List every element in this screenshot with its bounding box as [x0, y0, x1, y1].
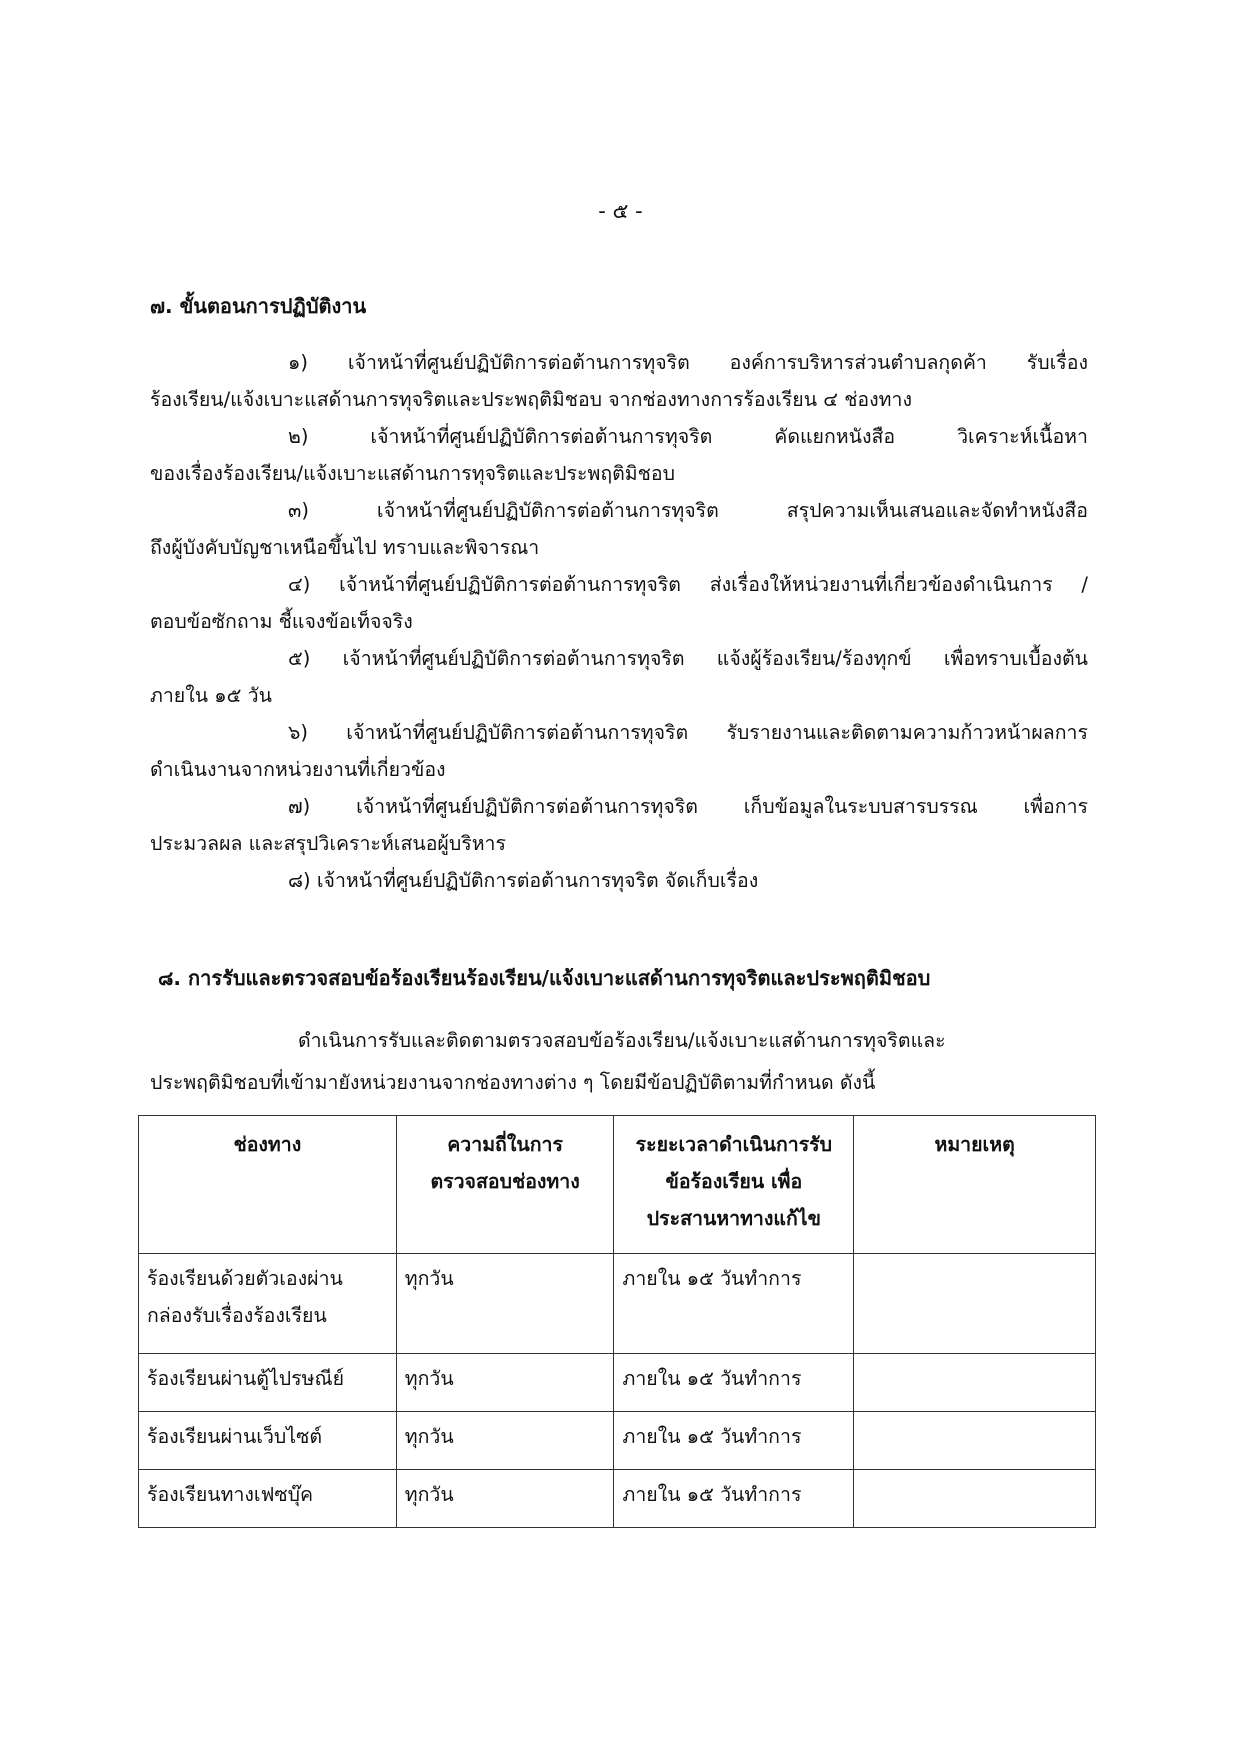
step-1-first-line: ๑) เจ้าหน้าที่ศูนย์ปฏิบัติการต่อต้านการทุจริต องค์การบริหารส่วนตำบลกุดค้า รับเรื่อง	[288, 351, 1088, 374]
cell-frequency: ทุกวัน	[396, 1412, 614, 1470]
step-7-continuation: ประมวลผล และสรุปวิเคราะห์เสนอผู้บริหาร	[150, 832, 506, 855]
cell-note	[854, 1412, 1096, 1470]
procedure-step-6	[150, 714, 1088, 788]
table-row	[139, 1412, 1096, 1470]
cell-duration: ภายใน ๑๕ วันทำการ	[614, 1354, 854, 1412]
cell-channel	[139, 1354, 397, 1412]
cell-channel-line: ร้องเรียนด้วยตัวเองผ่าน	[147, 1267, 343, 1290]
header-frequency-line: ความถี่ในการ	[447, 1133, 563, 1156]
procedure-step-7	[150, 788, 1088, 862]
cell-channel-line: กล่องรับเรื่องร้องเรียน	[147, 1304, 327, 1327]
complaint-channels-table	[138, 1115, 1096, 1528]
cell-frequency: ทุกวัน	[396, 1354, 614, 1412]
procedure-step-5	[150, 640, 1088, 714]
header-channel-line: ช่องทาง	[233, 1133, 302, 1156]
step-7-first-line: ๗) เจ้าหน้าที่ศูนย์ปฏิบัติการต่อต้านการทุจริต เก็บข้อมูลในระบบสารบรรณ เพื่อการ	[288, 795, 1088, 818]
table-row	[139, 1254, 1096, 1354]
cell-frequency: ทุกวัน	[396, 1254, 614, 1354]
procedure-step-1	[150, 344, 1088, 418]
header-note	[854, 1116, 1096, 1254]
cell-channel-line: ร้องเรียนทางเฟซบุ๊ค	[147, 1483, 314, 1506]
header-duration-line: ประสานหาทางแก้ไข	[646, 1207, 821, 1230]
step-5-continuation: ภายใน ๑๕ วัน	[150, 684, 272, 707]
header-note-line: หมายเหตุ	[934, 1133, 1015, 1156]
header-frequency	[396, 1116, 614, 1254]
step-2-first-line: ๒) เจ้าหน้าที่ศูนย์ปฏิบัติการต่อต้านการทุจริต คัดแยกหนังสือ วิเคราะห์เนื้อหา	[288, 425, 1088, 448]
procedure-step-2	[150, 418, 1088, 492]
section-8-heading: ๘. การรับและตรวจสอบข้อร้องเรียนร้องเรียน/แจ้งเบาะแสด้านการทุจริตและประพฤติมิชอบ	[158, 966, 931, 990]
procedure-step-4	[150, 566, 1088, 640]
step-8-first-line: ๘) เจ้าหน้าที่ศูนย์ปฏิบัติการต่อต้านการทุจริต จัดเก็บเรื่อง	[288, 869, 759, 892]
cell-note	[854, 1354, 1096, 1412]
step-3-continuation: ถึงผู้บังคับบัญชาเหนือขึ้นไป ทราบและพิจารณา	[150, 536, 540, 559]
cell-note	[854, 1254, 1096, 1354]
cell-channel-line: ร้องเรียนผ่านตู้ไปรษณีย์	[147, 1367, 344, 1390]
step-4-first-line: ๔) เจ้าหน้าที่ศูนย์ปฏิบัติการต่อต้านการทุจริต ส่งเรื่องให้หน่วยงานที่เกี่ยวข้องดำเนินการ /	[288, 573, 1088, 596]
step-4-continuation: ตอบข้อซักถาม ชี้แจงข้อเท็จจริง	[150, 610, 413, 633]
cell-duration: ภายใน ๑๕ วันทำการ	[614, 1470, 854, 1528]
section-8-intro	[150, 1020, 1088, 1104]
header-channel	[139, 1116, 397, 1254]
table-row	[139, 1354, 1096, 1412]
cell-frequency: ทุกวัน	[396, 1470, 614, 1528]
header-duration-line: ระยะเวลาดำเนินการรับ	[635, 1133, 833, 1156]
step-2-continuation: ของเรื่องร้องเรียน/แจ้งเบาะแสด้านการทุจริตและประพฤติมิชอบ	[150, 462, 675, 485]
header-duration-line: ข้อร้องเรียน เพื่อ	[665, 1170, 803, 1193]
step-6-first-line: ๖) เจ้าหน้าที่ศูนย์ปฏิบัติการต่อต้านการทุจริต รับรายงานและติดตามความก้าวหน้าผลการ	[288, 721, 1088, 744]
cell-channel	[139, 1254, 397, 1354]
intro-first-line: ดำเนินการรับและติดตามตรวจสอบข้อร้องเรียน/แจ้งเบาะแสด้านการทุจริตและ	[298, 1029, 946, 1052]
step-1-continuation: ร้องเรียน/แจ้งเบาะแสด้านการทุจริตและประพฤติมิชอบ จากช่องทางการร้องเรียน ๔ ช่องทาง	[150, 388, 912, 411]
header-frequency-line: ตรวจสอบช่องทาง	[430, 1170, 580, 1193]
step-6-continuation: ดำเนินงานจากหน่วยงานที่เกี่ยวข้อง	[150, 758, 446, 781]
page-number: - ๕ -	[598, 199, 643, 223]
cell-note	[854, 1470, 1096, 1528]
table-header-row	[139, 1116, 1096, 1254]
cell-channel-line: ร้องเรียนผ่านเว็บไซต์	[147, 1425, 323, 1448]
procedure-step-3	[150, 492, 1088, 566]
cell-channel	[139, 1470, 397, 1528]
step-5-first-line: ๕) เจ้าหน้าที่ศูนย์ปฏิบัติการต่อต้านการทุจริต แจ้งผู้ร้องเรียน/ร้องทุกข์ เพื่อทราบเบื้องต้น	[288, 647, 1088, 670]
section-7-heading: ๗. ขั้นตอนการปฏิบัติงาน	[150, 294, 367, 318]
table-row	[139, 1470, 1096, 1528]
step-3-first-line: ๓) เจ้าหน้าที่ศูนย์ปฏิบัติการต่อต้านการทุจริต สรุปความเห็นเสนอและจัดทำหนังสือ	[288, 499, 1088, 522]
intro-continuation: ประพฤติมิชอบที่เข้ามายังหน่วยงานจากช่องทางต่าง ๆ โดยมีข้อปฏิบัติตามที่กำหนด ดังนี้	[150, 1071, 876, 1094]
cell-duration: ภายใน ๑๕ วันทำการ	[614, 1412, 854, 1470]
cell-duration: ภายใน ๑๕ วันทำการ	[614, 1254, 854, 1354]
cell-channel	[139, 1412, 397, 1470]
header-duration	[614, 1116, 854, 1254]
procedure-step-8	[150, 862, 1088, 899]
